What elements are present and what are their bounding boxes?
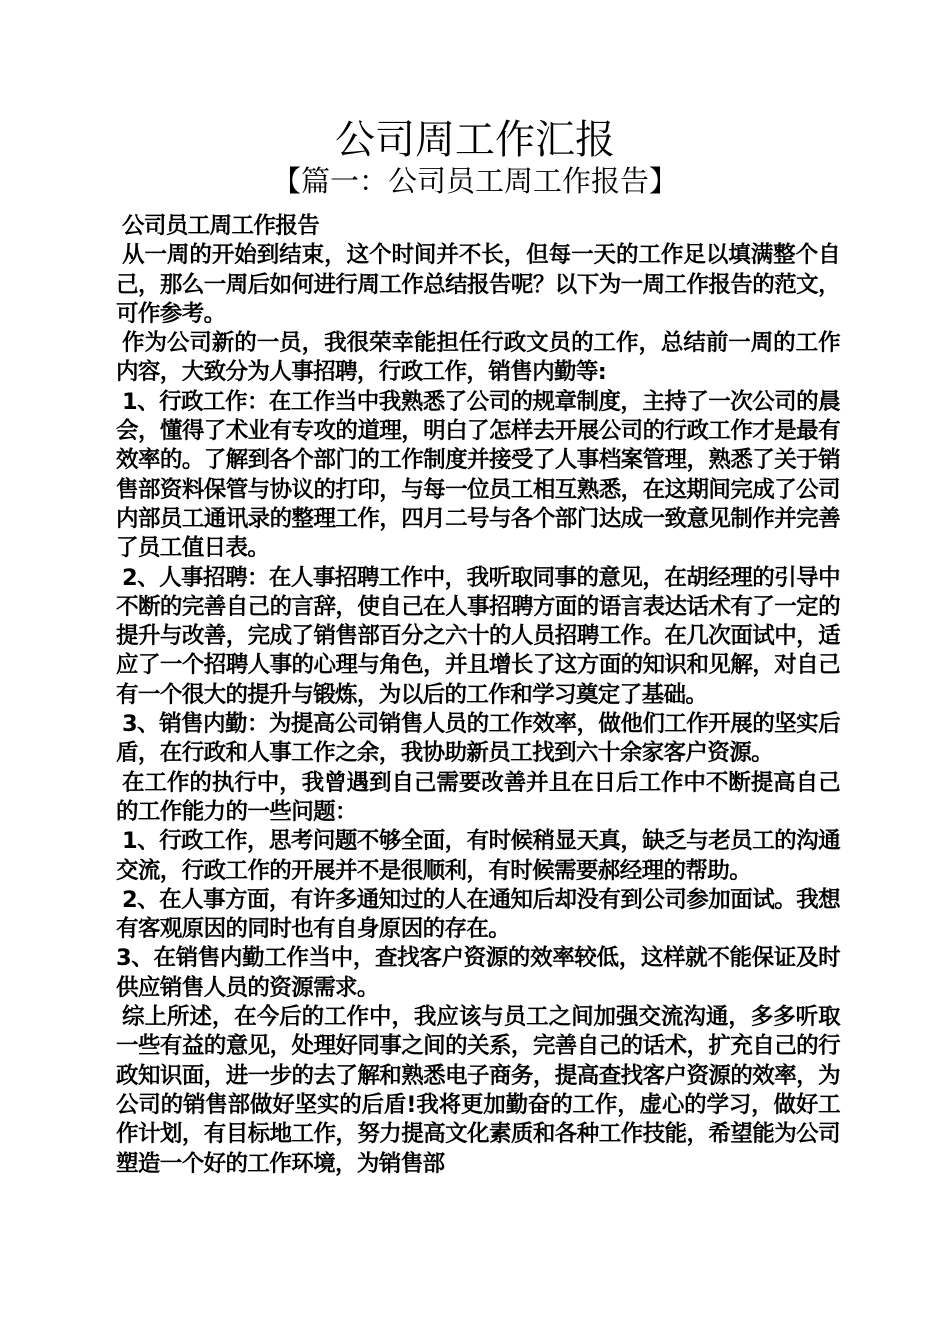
document-body (116, 212, 840, 1179)
paragraph-sales-support: 3、销售内勤：为提高公司销售人员的工作效率，做他们工作开展的坚实后盾，在行政和人事工作之余，我协助新员工找到六十余家客户资源。 (116, 711, 840, 767)
paragraph-problem-admin: 1、行政工作，思考问题不够全面，有时候稍显天真，缺乏与老员工的沟通交流，行政工作的开展并不是很顺利，有时候需要郝经理的帮助。 (116, 828, 840, 884)
paragraph-problem-sales: 3、在销售内勤工作当中，查找客户资源的效率较低，这样就不能保证及时供应销售人员的资源需求。 (116, 945, 840, 1001)
paragraph-summary: 综上所述，在今后的工作中，我应该与员工之间加强交流沟通，多多听取一些有益的意见，处理好同事之间的关系，完善自己的话术，扩充自己的行政知识面，进一步的去了解和熟悉电子商务，提高查找客户资源的效率，为公司的销售部做好坚实的后盾!我将更加勤奋的工作，虚心的学习，做好工作计划，有目标地工作，努力提高文化素质和各种工作技能，希望能为公司塑造一个好的工作环境，为销售部 (116, 1004, 840, 1177)
paragraph-intro: 从一周的开始到结束，这个时间并不长，但每一天的工作足以填满整个自己，那么一周后如何进行周工作总结报告呢？以下为一周工作报告的范文，可作参考。 (116, 242, 840, 327)
paragraph-recruitment: 2、人事招聘：在人事招聘工作中，我听取同事的意见，在胡经理的引导中不断的完善自己的言辞，使自己在人事招聘方面的语言表达话术有了一定的提升与改善，完成了销售部百分之六十的人员招聘工作。在几次面试中，适应了一个招聘人事的心理与角色，并且增长了这方面的知识和见解，对自己有一个很大的提升与锻炼，为以后的工作和学习奠定了基础。 (116, 564, 840, 708)
paragraph-admin-work: 1、行政工作：在工作当中我熟悉了公司的规章制度，主持了一次公司的晨会，懂得了术业有专攻的道理，明白了怎样去开展公司的行政工作才是最有效率的。了解到各个部门的工作制度并接受了人事档案管理，熟悉了关于销售部资料保管与协议的打印，与每一位员工相互熟悉，在这期间完成了公司内部员工通讯录的整理工作，四月二号与各个部门达成一致意见制作并完善了员工值日表。 (116, 388, 840, 562)
document-title: 公司周工作汇报 (335, 117, 615, 163)
paragraph-problems-intro: 在工作的执行中，我曾遇到自己需要改善并且在日后工作中不断提高自己的工作能力的一些问题： (116, 769, 840, 825)
paragraph-overview: 作为公司新的一员，我很荣幸能担任行政文员的工作，总结前一周的工作内容，大致分为人事招聘，行政工作，销售内勤等: (116, 330, 840, 386)
document-subtitle: 【篇一：公司员工周工作报告】 (271, 164, 678, 198)
section-heading: 公司员工周工作报告 (122, 213, 320, 239)
paragraph-problem-hr: 2、在人事方面，有许多通知过的人在通知后却没有到公司参加面试。我想有客观原因的同时也有自身原因的存在。 (116, 886, 840, 943)
